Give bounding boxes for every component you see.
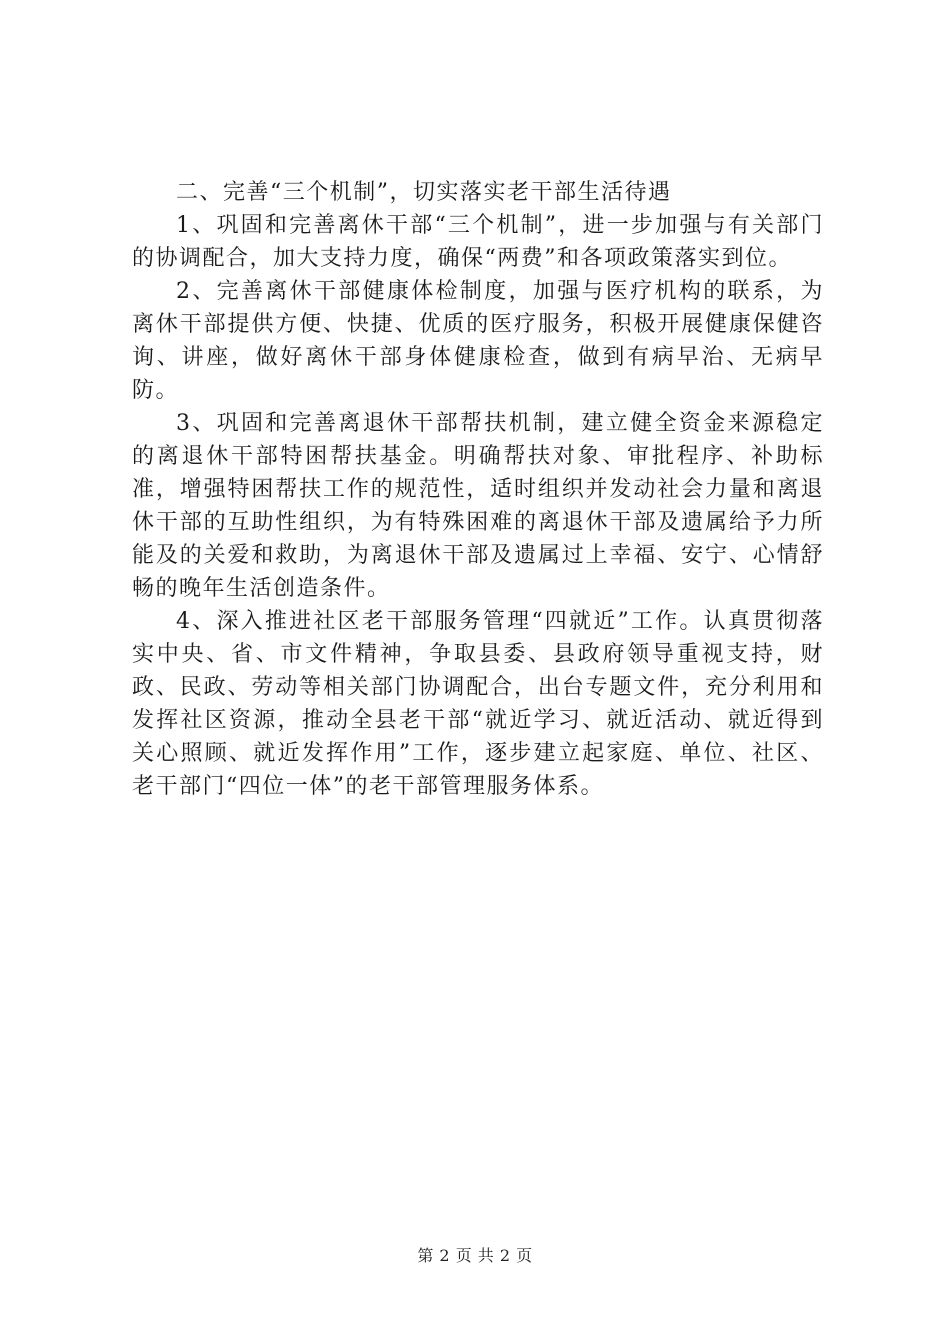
paragraph-2: 2、完善离休干部健康体检制度，加强与医疗机构的联系，为离休干部提供方便、快捷、优质的医疗服务，积极开展健康保健咨询、讲座，做好离休干部身体健康检查，做到有病早治、无病早防。 xyxy=(132,279,824,403)
section-heading: 二、完善“三个机制”，切实落实老干部生活待遇 xyxy=(176,180,672,205)
page-number-footer: 第 2 页 共 2 页 xyxy=(417,1246,533,1265)
paragraph-1: 1、巩固和完善离休干部“三个机制”，进一步加强与有关部门的协调配合，加大支持力度，确保“两费”和各项政策落实到位。 xyxy=(132,213,824,271)
paragraph-3: 3、巩固和完善离退休干部帮扶机制，建立健全资金来源稳定的离退休干部特困帮扶基金。明确帮扶对象、审批程序、补助标准，增强特困帮扶工作的规范性，适时组织并发动社会力量和离退休干部的互助性组织，为有特殊困难的离退休干部及遗属给予力所能及的关爱和救助，为离退休干部及遗属过上幸福、安宁、心情舒畅的晚年生活创造条件。 xyxy=(132,411,824,601)
document-body xyxy=(132,176,824,803)
paragraph-4: 4、深入推进社区老干部服务管理“四就近”工作。认真贯彻落实中央、省、市文件精神，争取县委、县政府领导重视支持，财政、民政、劳动等相关部门协调配合，出台专题文件，充分利用和发挥社区资源，推动全县老干部“就近学习、就近活动、就近得到关心照顾、就近发挥作用”工作，逐步建立起家庭、单位、社区、老干部门“四位一体”的老干部管理服务体系。 xyxy=(132,609,824,799)
